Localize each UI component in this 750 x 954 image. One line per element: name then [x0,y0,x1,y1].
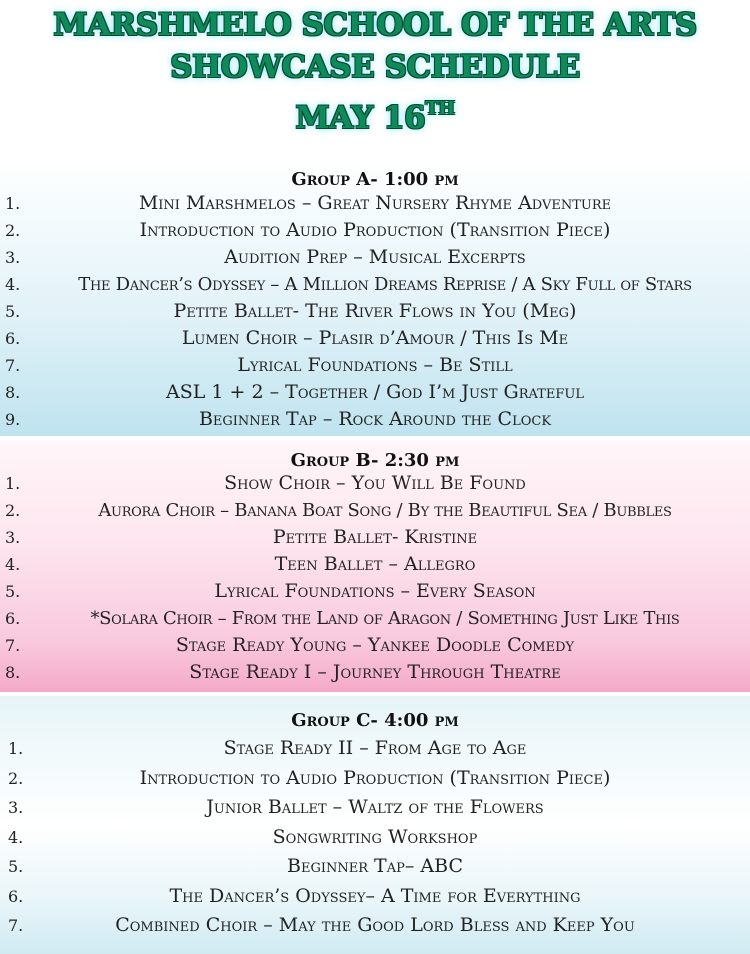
item-title: Stage Ready Young – Yankee Doodle Comedy [175,634,575,656]
list-item [0,605,750,632]
list-item [0,659,750,686]
item-title: Lyrical Foundations – Be Still [237,354,513,376]
item-title: The Dancer’s Odyssey– A Time for Everything [169,884,581,907]
group-a-section [0,160,750,436]
item-number: 1. [8,739,24,758]
item-title: Petite Ballet- Kristine [272,526,478,548]
item-number: 3. [8,798,24,817]
item-title: Audition Prep – Musical Excerpts [224,246,526,268]
item-number: 4. [5,275,21,294]
list-item [0,352,750,379]
list-item [0,911,750,941]
item-number: 9. [5,410,21,429]
date-main: MAY 16 [295,100,426,136]
item-title: ASL 1 + 2 – Together / God I’m Just Grateful [166,381,584,403]
group-b-section [0,440,750,692]
item-number: 7. [5,636,21,655]
item-number: 2. [5,501,21,520]
item-number: 8. [5,383,21,402]
item-number: 6. [5,609,21,628]
item-number: 5. [5,582,21,601]
list-item [0,271,750,298]
item-number: 5. [8,857,24,876]
item-number: 2. [5,221,21,240]
list-item [0,734,750,764]
list-item [0,298,750,325]
item-title: Songwriting Workshop [272,825,478,848]
group-c-section [0,696,750,954]
list-item [0,406,750,433]
list-item [0,632,750,659]
item-title: Petite Ballet- The River Flows in You (Meg) [173,300,577,322]
list-item [0,470,750,497]
item-number: 3. [5,528,21,547]
group-c-heading: Group C- 4:00 pm [291,710,459,731]
list-item [0,217,750,244]
schedule-title: SHOWCASE SCHEDULE [170,49,580,85]
schedule-date [0,88,750,139]
group-b-heading: Group B- 2:30 pm [290,450,460,471]
item-title: Introduction to Audio Production (Transition Piece) [139,766,611,789]
item-title: Introduction to Audio Production (Transition Piece) [139,219,611,241]
item-number: 7. [8,916,24,935]
item-number: 2. [8,768,24,788]
list-item [0,764,750,794]
school-title: MARSHMELO SCHOOL OF THE ARTS [53,7,697,43]
item-number: 4. [5,555,21,574]
list-item [0,190,750,217]
item-title: Lyrical Foundations – Every Season [214,580,536,602]
item-number: 1. [5,474,21,493]
item-number: 5. [5,302,21,321]
list-item [0,379,750,406]
list-item [0,793,750,823]
item-number: 6. [5,329,21,348]
item-title: Teen Ballet – Allegro [274,553,476,575]
list-item [0,823,750,853]
list-item [0,551,750,578]
schedule-header [0,0,750,160]
item-number: 8. [5,663,21,682]
list-item [0,244,750,271]
list-item [0,497,750,524]
item-title: Stage Ready II – From Age to Age [223,737,527,759]
item-number: 6. [8,886,24,906]
item-title: Lumen Choir – Plasir d’Amour / This Is Me [181,327,569,349]
item-number: 7. [5,356,21,375]
list-item [0,524,750,551]
item-title: The Dancer’s Odyssey – A Million Dreams Reprise / A Sky Full of Stars [78,274,692,295]
list-item [0,578,750,605]
item-number: 1. [5,194,21,213]
item-title: Stage Ready I – Journey Through Theatre [189,661,561,683]
item-title: *Solara Choir – From the Land of Aragon / Something Just Like This [90,608,680,629]
list-item [0,882,750,912]
item-title: Beginner Tap – Rock Around the Clock [198,408,552,430]
item-title: Show Choir – You Will Be Found [224,472,526,494]
list-item [0,325,750,352]
date-suffix: TH [425,98,455,119]
item-title: Mini Marshmelos – Great Nursery Rhyme Adventure [138,192,612,214]
item-number: 4. [8,827,24,847]
item-number: 3. [5,248,21,267]
item-title: Combined Choir – May the Good Lord Bless and Keep You [115,914,635,936]
item-title: Aurora Choir – Banana Boat Song / By the Beautiful Sea / Bubbles [98,500,672,521]
group-a-heading: Group A- 1:00 pm [291,169,459,190]
item-title: Beginner Tap– ABC [287,855,463,877]
item-title: Junior Ballet – Waltz of the Flowers [206,796,544,818]
list-item [0,852,750,882]
